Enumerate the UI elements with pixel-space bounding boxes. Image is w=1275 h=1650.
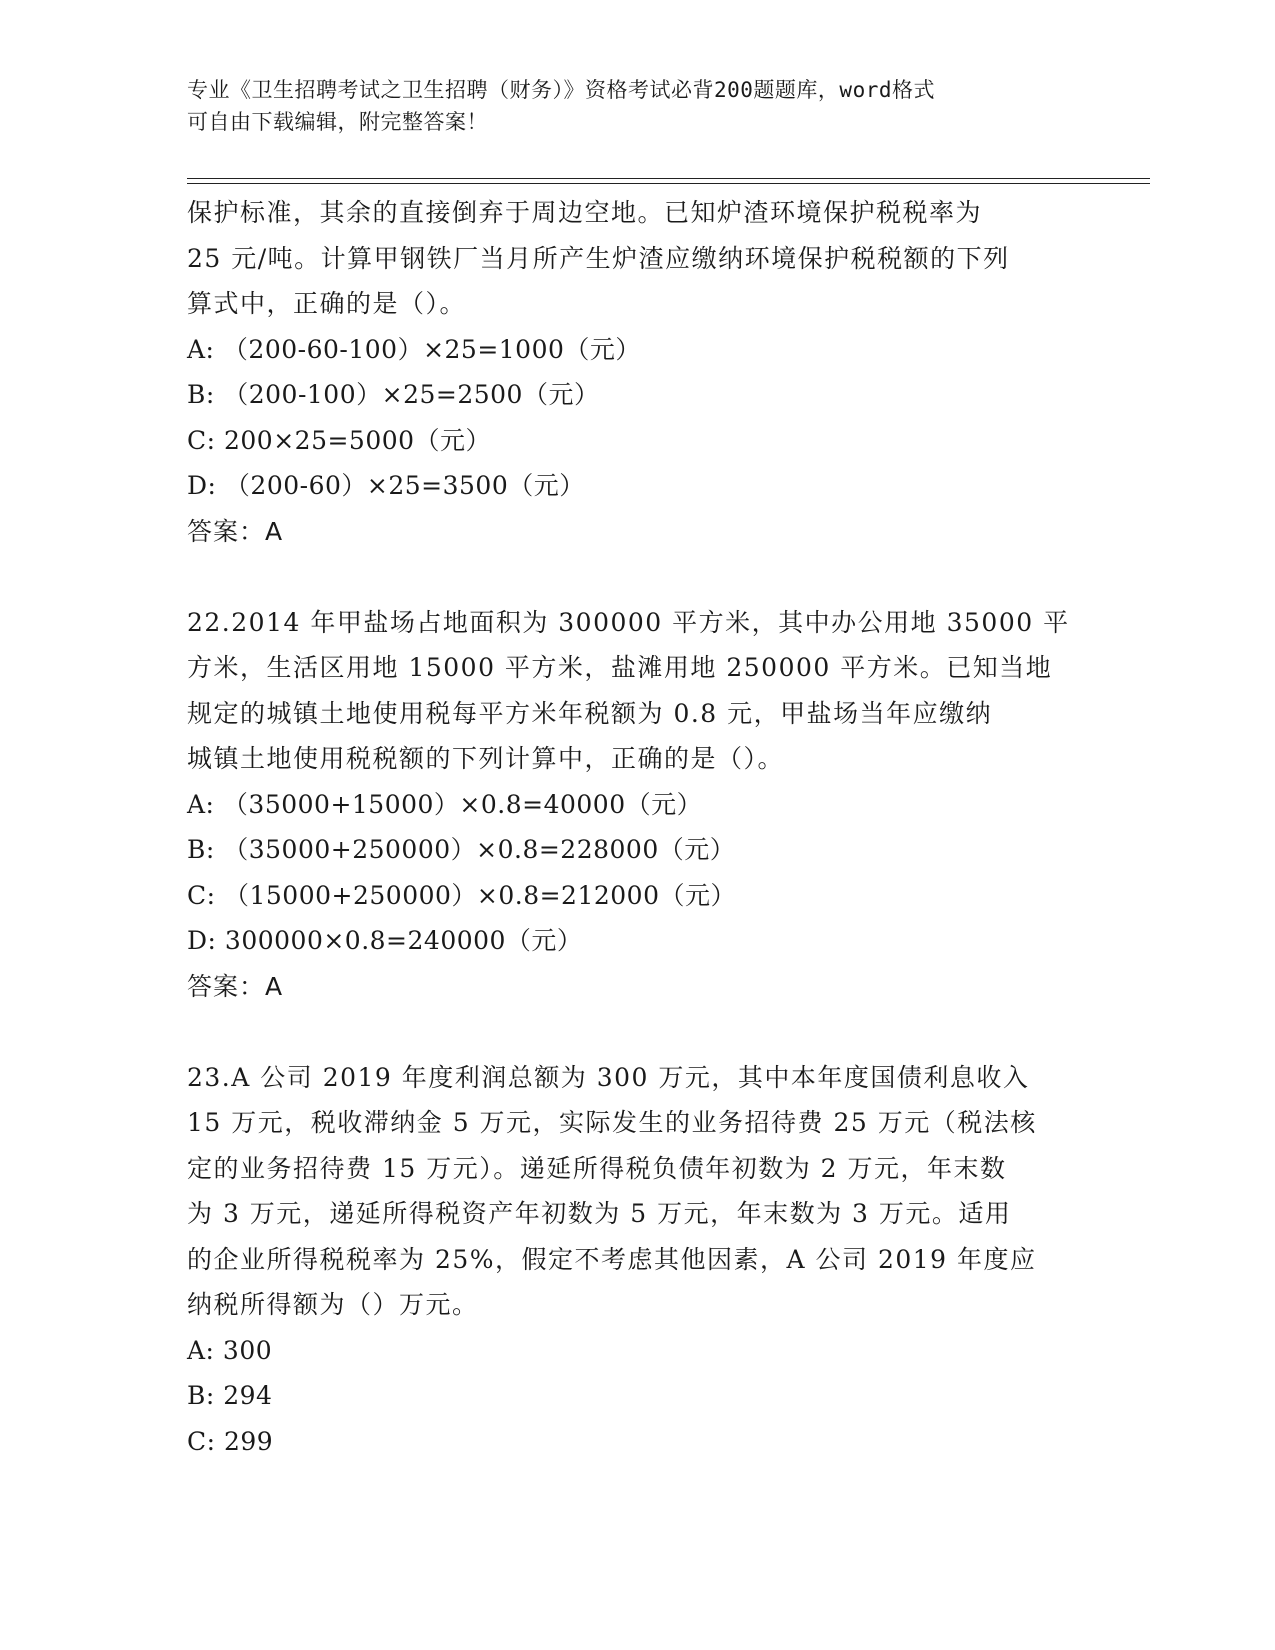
header-line-1: 专业《卫生招聘考试之卫生招聘（财务）》资格考试必背200题题库，word格式 xyxy=(187,78,935,102)
option-b: B: （35000+250000）×0.8=228000（元） xyxy=(187,835,736,864)
header-divider-top xyxy=(187,178,1150,179)
option-d: D: （200-60）×25=3500（元） xyxy=(187,471,585,500)
header-line-2: 可自由下载编辑，附完整答案！ xyxy=(187,110,488,134)
question-text-line: 保护标准，其余的直接倒弃于周边空地。已知炉渣环境保护税税率为 xyxy=(187,198,983,227)
option-b: B: 294 xyxy=(187,1381,273,1410)
question-text-line: 15 万元，税收滞纳金 5 万元，实际发生的业务招待费 25 万元（税法核 xyxy=(187,1108,1037,1137)
document-header xyxy=(187,74,1087,138)
question-text-line: 算式中，正确的是（）。 xyxy=(187,289,467,318)
question-text-line: 23.A 公司 2019 年度利润总额为 300 万元，其中本年度国债利息收入 xyxy=(187,1062,1030,1092)
question-text-line: 定的业务招待费 15 万元）。递延所得税负债年初数为 2 万元，年末数 xyxy=(187,1153,1007,1183)
option-b: B: （200-100）×25=2500（元） xyxy=(187,380,600,409)
question-text-line: 22.2014 年甲盐场占地面积为 300000 平方米，其中办公用地 35000 平 xyxy=(187,607,1070,637)
option-a: A: 300 xyxy=(187,1335,273,1365)
option-d: D: 300000×0.8=240000（元） xyxy=(187,926,583,955)
question-text-line: 方米，生活区用地 15000 平方米，盐滩用地 250000 平方米。已知当地 xyxy=(187,653,1053,682)
question-text-line: 规定的城镇土地使用税每平方米年税额为 0.8 元，甲盐场当年应缴纳 xyxy=(187,698,993,728)
answer-line: 答案：A xyxy=(187,971,284,1001)
option-c: C: 299 xyxy=(187,1426,274,1456)
spacer xyxy=(187,1009,1087,1055)
document-body xyxy=(187,190,1087,1464)
spacer xyxy=(187,554,1087,600)
question-text-line: 纳税所得额为（）万元。 xyxy=(187,1290,479,1319)
answer-line: 答案：A xyxy=(187,516,284,546)
option-a: A: （35000+15000）×0.8=40000（元） xyxy=(187,789,703,819)
question-text-line: 为 3 万元，递延所得税资产年初数为 5 万元，年末数为 3 万元。适用 xyxy=(187,1199,1012,1228)
question-text-line: 25 元/吨。计算甲钢铁厂当月所产生炉渣应缴纳环境保护税税额的下列 xyxy=(187,243,1010,273)
header-divider-bottom xyxy=(187,183,1150,184)
question-21 xyxy=(187,190,1087,554)
question-23 xyxy=(187,1055,1087,1465)
question-22 xyxy=(187,600,1087,1010)
question-text-line: 城镇土地使用税税额的下列计算中，正确的是（）。 xyxy=(187,744,785,773)
option-c: C: （15000+250000）×0.8=212000（元） xyxy=(187,880,736,910)
option-a: A: （200-60-100）×25=1000（元） xyxy=(187,334,641,364)
question-text-line: 的企业所得税税率为 25%，假定不考虑其他因素，A 公司 2019 年度应 xyxy=(187,1244,1037,1274)
option-c: C: 200×25=5000（元） xyxy=(187,425,492,455)
